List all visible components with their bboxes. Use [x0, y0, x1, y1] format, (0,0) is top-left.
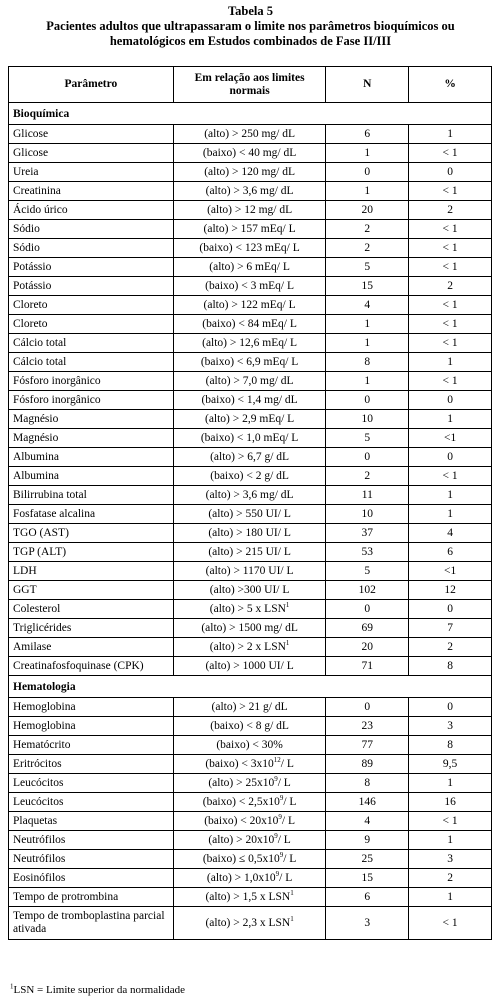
cell-parameter: Neutrófilos	[9, 831, 174, 850]
limit-text: (alto) > 1170 UI/ L	[205, 565, 294, 577]
cell-n: 15	[326, 277, 409, 296]
cell-parameter: Cálcio total	[9, 353, 174, 372]
limit-text: (alto) > 25x10	[208, 777, 275, 789]
cell-percent: 7	[409, 619, 492, 638]
cell-limit	[173, 505, 326, 524]
cell-parameter: Ácido úrico	[9, 201, 174, 220]
cell-percent: 8	[409, 736, 492, 755]
cell-limit	[173, 543, 326, 562]
cell-percent: < 1	[409, 258, 492, 277]
cell-parameter: Sódio	[9, 220, 174, 239]
table-row	[9, 182, 492, 201]
cell-parameter: Albumina	[9, 448, 174, 467]
cell-limit	[173, 850, 326, 869]
cell-n: 69	[326, 619, 409, 638]
cell-limit	[173, 429, 326, 448]
cell-limit	[173, 755, 326, 774]
cell-n: 5	[326, 429, 409, 448]
table-row	[9, 736, 492, 755]
cell-percent: < 1	[409, 239, 492, 258]
section-row	[9, 103, 492, 125]
cell-n: 5	[326, 562, 409, 581]
table-row	[9, 850, 492, 869]
cell-n: 23	[326, 717, 409, 736]
cell-percent: 3	[409, 850, 492, 869]
limit-text: (baixo) < 84 mEq/ L	[202, 318, 297, 330]
table-row	[9, 888, 492, 907]
table-row	[9, 163, 492, 182]
table-title-caption-line1: Pacientes adultos que ultrapassaram o limite nos parâmetros bioquímicos ou	[46, 19, 455, 33]
table-row	[9, 429, 492, 448]
cell-percent: < 1	[409, 315, 492, 334]
cell-percent: 1	[409, 125, 492, 144]
cell-limit	[173, 717, 326, 736]
cell-n: 6	[326, 125, 409, 144]
table-row	[9, 486, 492, 505]
cell-percent: 0	[409, 163, 492, 182]
cell-percent: < 1	[409, 812, 492, 831]
cell-n: 4	[326, 812, 409, 831]
limit-text: (alto) > 122 mEq/ L	[203, 299, 296, 311]
cell-percent: < 1	[409, 334, 492, 353]
cell-parameter: Leucócitos	[9, 793, 174, 812]
table-row	[9, 391, 492, 410]
cell-limit	[173, 812, 326, 831]
cell-percent: 2	[409, 869, 492, 888]
cell-percent: 3	[409, 717, 492, 736]
limit-text: (alto) > 215 UI/ L	[208, 546, 291, 558]
limit-text: (alto) > 2,3 x LSN	[205, 916, 291, 929]
cell-limit	[173, 410, 326, 429]
limit-unit: / L	[283, 853, 297, 865]
cell-percent: < 1	[409, 144, 492, 163]
cell-limit	[173, 869, 326, 888]
limit-text: (alto) > 7,0 mg/ dL	[205, 375, 294, 387]
limit-superscript: 9	[279, 851, 284, 860]
cell-limit	[173, 220, 326, 239]
cell-percent: < 1	[409, 296, 492, 315]
cell-percent: 1	[409, 410, 492, 429]
cell-limit	[173, 258, 326, 277]
limit-text: (baixo) < 40 mg/ dL	[202, 147, 297, 159]
limit-text: (alto) > 157 mEq/ L	[203, 223, 296, 235]
limit-text: (alto) > 1,0x10	[206, 872, 276, 884]
table-row	[9, 581, 492, 600]
cell-limit	[173, 372, 326, 391]
limit-text: (alto) > 550 UI/ L	[208, 508, 291, 520]
cell-n: 1	[326, 334, 409, 353]
limit-text: (alto) > 180 UI/ L	[208, 527, 291, 539]
limit-text: (baixo) ≤ 0,5x10	[202, 853, 280, 865]
cell-limit	[173, 581, 326, 600]
cell-percent: 16	[409, 793, 492, 812]
section-row	[9, 676, 492, 698]
cell-limit	[173, 448, 326, 467]
cell-limit	[173, 391, 326, 410]
cell-parameter: Sódio	[9, 239, 174, 258]
table-row	[9, 372, 492, 391]
cell-parameter: Bilirrubina total	[9, 486, 174, 505]
cell-parameter: TGP (ALT)	[9, 543, 174, 562]
cell-percent: < 1	[409, 907, 492, 940]
table-row	[9, 543, 492, 562]
limit-text: (baixo) < 3 mEq/ L	[205, 280, 295, 292]
cell-percent: 2	[409, 277, 492, 296]
cell-parameter: Plaquetas	[9, 812, 174, 831]
limit-text: (alto) > 2 x LSN	[209, 641, 286, 653]
cell-percent: < 1	[409, 467, 492, 486]
limit-unit: / L	[279, 872, 293, 884]
table-row	[9, 774, 492, 793]
table-row	[9, 448, 492, 467]
cell-n: 102	[326, 581, 409, 600]
limit-superscript: 9	[278, 813, 282, 822]
cell-limit	[173, 353, 326, 372]
cell-n: 10	[326, 505, 409, 524]
cell-n: 2	[326, 220, 409, 239]
limit-text: (baixo) < 3x10	[205, 758, 274, 770]
table-title-caption-line2: hematológicos em Estudos combinados de Fase II/III	[109, 34, 392, 48]
limit-text: (baixo) < 123 mEq/ L	[199, 242, 300, 254]
limit-unit: / L	[283, 796, 297, 808]
cell-parameter: Fósforo inorgânico	[9, 391, 174, 410]
cell-n: 2	[326, 239, 409, 258]
limit-superscript: 9	[279, 794, 284, 803]
limit-text: (baixo) < 2,5x10	[202, 796, 280, 808]
cell-percent: < 1	[409, 372, 492, 391]
table-row	[9, 296, 492, 315]
cell-limit	[173, 793, 326, 812]
cell-parameter: Colesterol	[9, 600, 174, 619]
cell-percent: 1	[409, 888, 492, 907]
cell-n: 2	[326, 467, 409, 486]
cell-percent: 6	[409, 543, 492, 562]
cell-percent: 0	[409, 698, 492, 717]
cell-parameter: Potássio	[9, 277, 174, 296]
cell-limit	[173, 315, 326, 334]
cell-parameter: LDH	[9, 562, 174, 581]
section-title: Hematologia	[9, 676, 492, 698]
cell-limit	[173, 182, 326, 201]
cell-n: 1	[326, 372, 409, 391]
cell-limit	[173, 600, 326, 619]
cell-n: 11	[326, 486, 409, 505]
cell-parameter: Glicose	[9, 125, 174, 144]
cell-parameter: Cálcio total	[9, 334, 174, 353]
limit-text: (alto) > 3,6 mg/ dL	[205, 185, 294, 197]
table-row	[9, 467, 492, 486]
cell-percent: 0	[409, 391, 492, 410]
table-row	[9, 793, 492, 812]
cell-n: 1	[326, 315, 409, 334]
table-row	[9, 277, 492, 296]
table-row	[9, 812, 492, 831]
limit-text: (alto) > 12,6 mEq/ L	[202, 337, 298, 349]
cell-parameter: Tempo de protrombina	[9, 888, 174, 907]
cell-n: 0	[326, 448, 409, 467]
cell-limit	[173, 239, 326, 258]
limit-text: (alto) > 120 mg/ dL	[204, 166, 295, 178]
cell-parameter: GGT	[9, 581, 174, 600]
cell-percent: <1	[409, 562, 492, 581]
table-row	[9, 315, 492, 334]
limit-unit: / L	[281, 815, 295, 827]
table-row	[9, 258, 492, 277]
table-row	[9, 125, 492, 144]
limit-unit: / L	[277, 834, 291, 846]
limit-text: (alto) >300 UI/ L	[209, 584, 290, 596]
limit-text: (baixo) < 30%	[216, 739, 283, 751]
footnote	[10, 984, 185, 996]
table-row	[9, 907, 492, 940]
cell-n: 25	[326, 850, 409, 869]
cell-n: 6	[326, 888, 409, 907]
cell-limit	[173, 277, 326, 296]
table-row	[9, 220, 492, 239]
header-parameter: Parâmetro	[9, 67, 174, 103]
limit-unit: / L	[277, 777, 291, 789]
cell-percent: 1	[409, 353, 492, 372]
table-title	[0, 0, 501, 49]
cell-n: 146	[326, 793, 409, 812]
table-row	[9, 505, 492, 524]
cell-parameter: Creatinafosfoquinase (CPK)	[9, 657, 174, 676]
limit-text: (baixo) < 20x10	[204, 815, 279, 827]
table-row	[9, 657, 492, 676]
cell-n: 9	[326, 831, 409, 850]
cell-n: 5	[326, 258, 409, 277]
table-row	[9, 353, 492, 372]
cell-percent: 0	[409, 448, 492, 467]
cell-n: 1	[326, 144, 409, 163]
cell-n: 0	[326, 163, 409, 182]
cell-n: 89	[326, 755, 409, 774]
cell-parameter: Fosfatase alcalina	[9, 505, 174, 524]
cell-parameter: TGO (AST)	[9, 524, 174, 543]
cell-parameter: Eritrócitos	[9, 755, 174, 774]
limit-text: (alto) > 1000 UI/ L	[205, 660, 294, 672]
cell-limit	[173, 144, 326, 163]
limit-text: (alto) > 12 mg/ dL	[207, 204, 293, 216]
cell-parameter: Hemoglobina	[9, 698, 174, 717]
cell-parameter: Creatinina	[9, 182, 174, 201]
limit-text: (alto) > 5 x LSN	[209, 603, 286, 615]
limit-unit: / L	[280, 758, 294, 770]
table-row	[9, 524, 492, 543]
cell-n: 1	[326, 182, 409, 201]
cell-n: 71	[326, 657, 409, 676]
limit-text: (alto) > 1,5 x LSN	[205, 891, 291, 903]
section-title: Bioquímica	[9, 103, 492, 125]
limit-superscript: 1	[290, 889, 294, 898]
cell-parameter: Triglicérides	[9, 619, 174, 638]
cell-parameter: Hemoglobina	[9, 717, 174, 736]
cell-parameter: Cloreto	[9, 296, 174, 315]
table-row	[9, 562, 492, 581]
limit-text: (alto) > 6,7 g/ dL	[210, 451, 290, 463]
cell-parameter: Magnésio	[9, 429, 174, 448]
cell-percent: 1	[409, 774, 492, 793]
cell-limit	[173, 736, 326, 755]
cell-n: 37	[326, 524, 409, 543]
limit-text: (alto) > 1500 mg/ dL	[201, 622, 298, 634]
limit-text: (baixo) < 1,4 mg/ dL	[201, 394, 298, 406]
table-row	[9, 239, 492, 258]
limit-superscript: 1	[285, 639, 290, 648]
table-row	[9, 619, 492, 638]
limit-superscript: 9	[274, 775, 278, 784]
cell-limit	[173, 486, 326, 505]
cell-limit	[173, 201, 326, 220]
cell-limit	[173, 831, 326, 850]
footnote-marker: 1	[10, 982, 14, 991]
cell-percent: 1	[409, 486, 492, 505]
limit-superscript: 9	[274, 832, 278, 841]
table-row	[9, 144, 492, 163]
cell-limit	[173, 698, 326, 717]
cell-parameter: Leucócitos	[9, 774, 174, 793]
table-row	[9, 717, 492, 736]
cell-parameter: Tempo de tromboplastina parcial ativada	[9, 907, 174, 940]
limit-superscript: 12	[273, 756, 281, 765]
cell-n: 0	[326, 391, 409, 410]
cell-n: 0	[326, 698, 409, 717]
table-title-number: Tabela 5	[227, 4, 274, 18]
cell-n: 0	[326, 600, 409, 619]
cell-limit	[173, 888, 326, 907]
cell-limit	[173, 562, 326, 581]
table-row	[9, 334, 492, 353]
limit-superscript: 1	[290, 914, 294, 923]
table-row	[9, 638, 492, 657]
cell-parameter: Eosinófilos	[9, 869, 174, 888]
cell-percent: <1	[409, 429, 492, 448]
cell-percent: 1	[409, 831, 492, 850]
cell-percent: < 1	[409, 182, 492, 201]
header-limit: Em relação aos limites normais	[173, 67, 326, 103]
cell-percent: 9,5	[409, 755, 492, 774]
cell-percent: 12	[409, 581, 492, 600]
cell-parameter: Fósforo inorgânico	[9, 372, 174, 391]
cell-parameter: Potássio	[9, 258, 174, 277]
cell-parameter: Neutrófilos	[9, 850, 174, 869]
cell-n: 10	[326, 410, 409, 429]
cell-n: 53	[326, 543, 409, 562]
cell-parameter: Glicose	[9, 144, 174, 163]
cell-limit	[173, 638, 326, 657]
table-header-row	[9, 67, 492, 103]
table-body	[9, 103, 492, 940]
cell-limit	[173, 524, 326, 543]
cell-limit	[173, 334, 326, 353]
cell-n: 3	[326, 907, 409, 940]
limit-text: (alto) > 6 mEq/ L	[209, 261, 290, 273]
table-row	[9, 600, 492, 619]
limit-text: (alto) > 3,6 mg/ dL	[205, 489, 294, 501]
cell-n: 4	[326, 296, 409, 315]
limit-superscript: 9	[275, 870, 280, 879]
footnote-text: LSN = Limite superior da normalidade	[13, 984, 185, 996]
header-n: N	[326, 67, 409, 103]
table-row	[9, 755, 492, 774]
table-row	[9, 201, 492, 220]
limit-text: (alto) > 21 g/ dL	[211, 701, 288, 713]
limit-text: (alto) > 2,9 mEq/ L	[204, 413, 295, 425]
cell-percent: 2	[409, 201, 492, 220]
table-row	[9, 410, 492, 429]
cell-percent: 0	[409, 600, 492, 619]
cell-n: 8	[326, 353, 409, 372]
lab-parameters-table	[8, 66, 492, 940]
cell-n: 15	[326, 869, 409, 888]
limit-superscript: 1	[285, 601, 290, 610]
limit-text: (baixo) < 6,9 mEq/ L	[200, 356, 299, 368]
cell-percent: < 1	[409, 220, 492, 239]
cell-percent: 1	[409, 505, 492, 524]
cell-limit	[173, 907, 326, 940]
cell-parameter: Amilase	[9, 638, 174, 657]
cell-limit	[173, 467, 326, 486]
cell-percent: 4	[409, 524, 492, 543]
cell-parameter: Albumina	[9, 467, 174, 486]
cell-limit	[173, 619, 326, 638]
cell-limit	[173, 296, 326, 315]
limit-text: (baixo) < 1,0 mEq/ L	[200, 432, 299, 444]
limit-text: (baixo) < 8 g/ dL	[210, 720, 289, 732]
cell-parameter: Magnésio	[9, 410, 174, 429]
table-row	[9, 698, 492, 717]
cell-parameter: Ureia	[9, 163, 174, 182]
cell-n: 77	[326, 736, 409, 755]
cell-limit	[173, 657, 326, 676]
limit-text: (baixo) < 2 g/ dL	[210, 470, 289, 482]
cell-parameter: Cloreto	[9, 315, 174, 334]
limit-text: (alto) > 250 mg/ dL	[204, 128, 295, 140]
limit-text: (alto) > 20x10	[208, 834, 275, 846]
table-row	[9, 831, 492, 850]
cell-parameter: Hematócrito	[9, 736, 174, 755]
cell-limit	[173, 774, 326, 793]
cell-percent: 2	[409, 638, 492, 657]
cell-percent: 8	[409, 657, 492, 676]
cell-n: 20	[326, 638, 409, 657]
cell-limit	[173, 163, 326, 182]
cell-n: 8	[326, 774, 409, 793]
cell-n: 20	[326, 201, 409, 220]
cell-limit	[173, 125, 326, 144]
table-row	[9, 869, 492, 888]
header-percent: %	[409, 67, 492, 103]
